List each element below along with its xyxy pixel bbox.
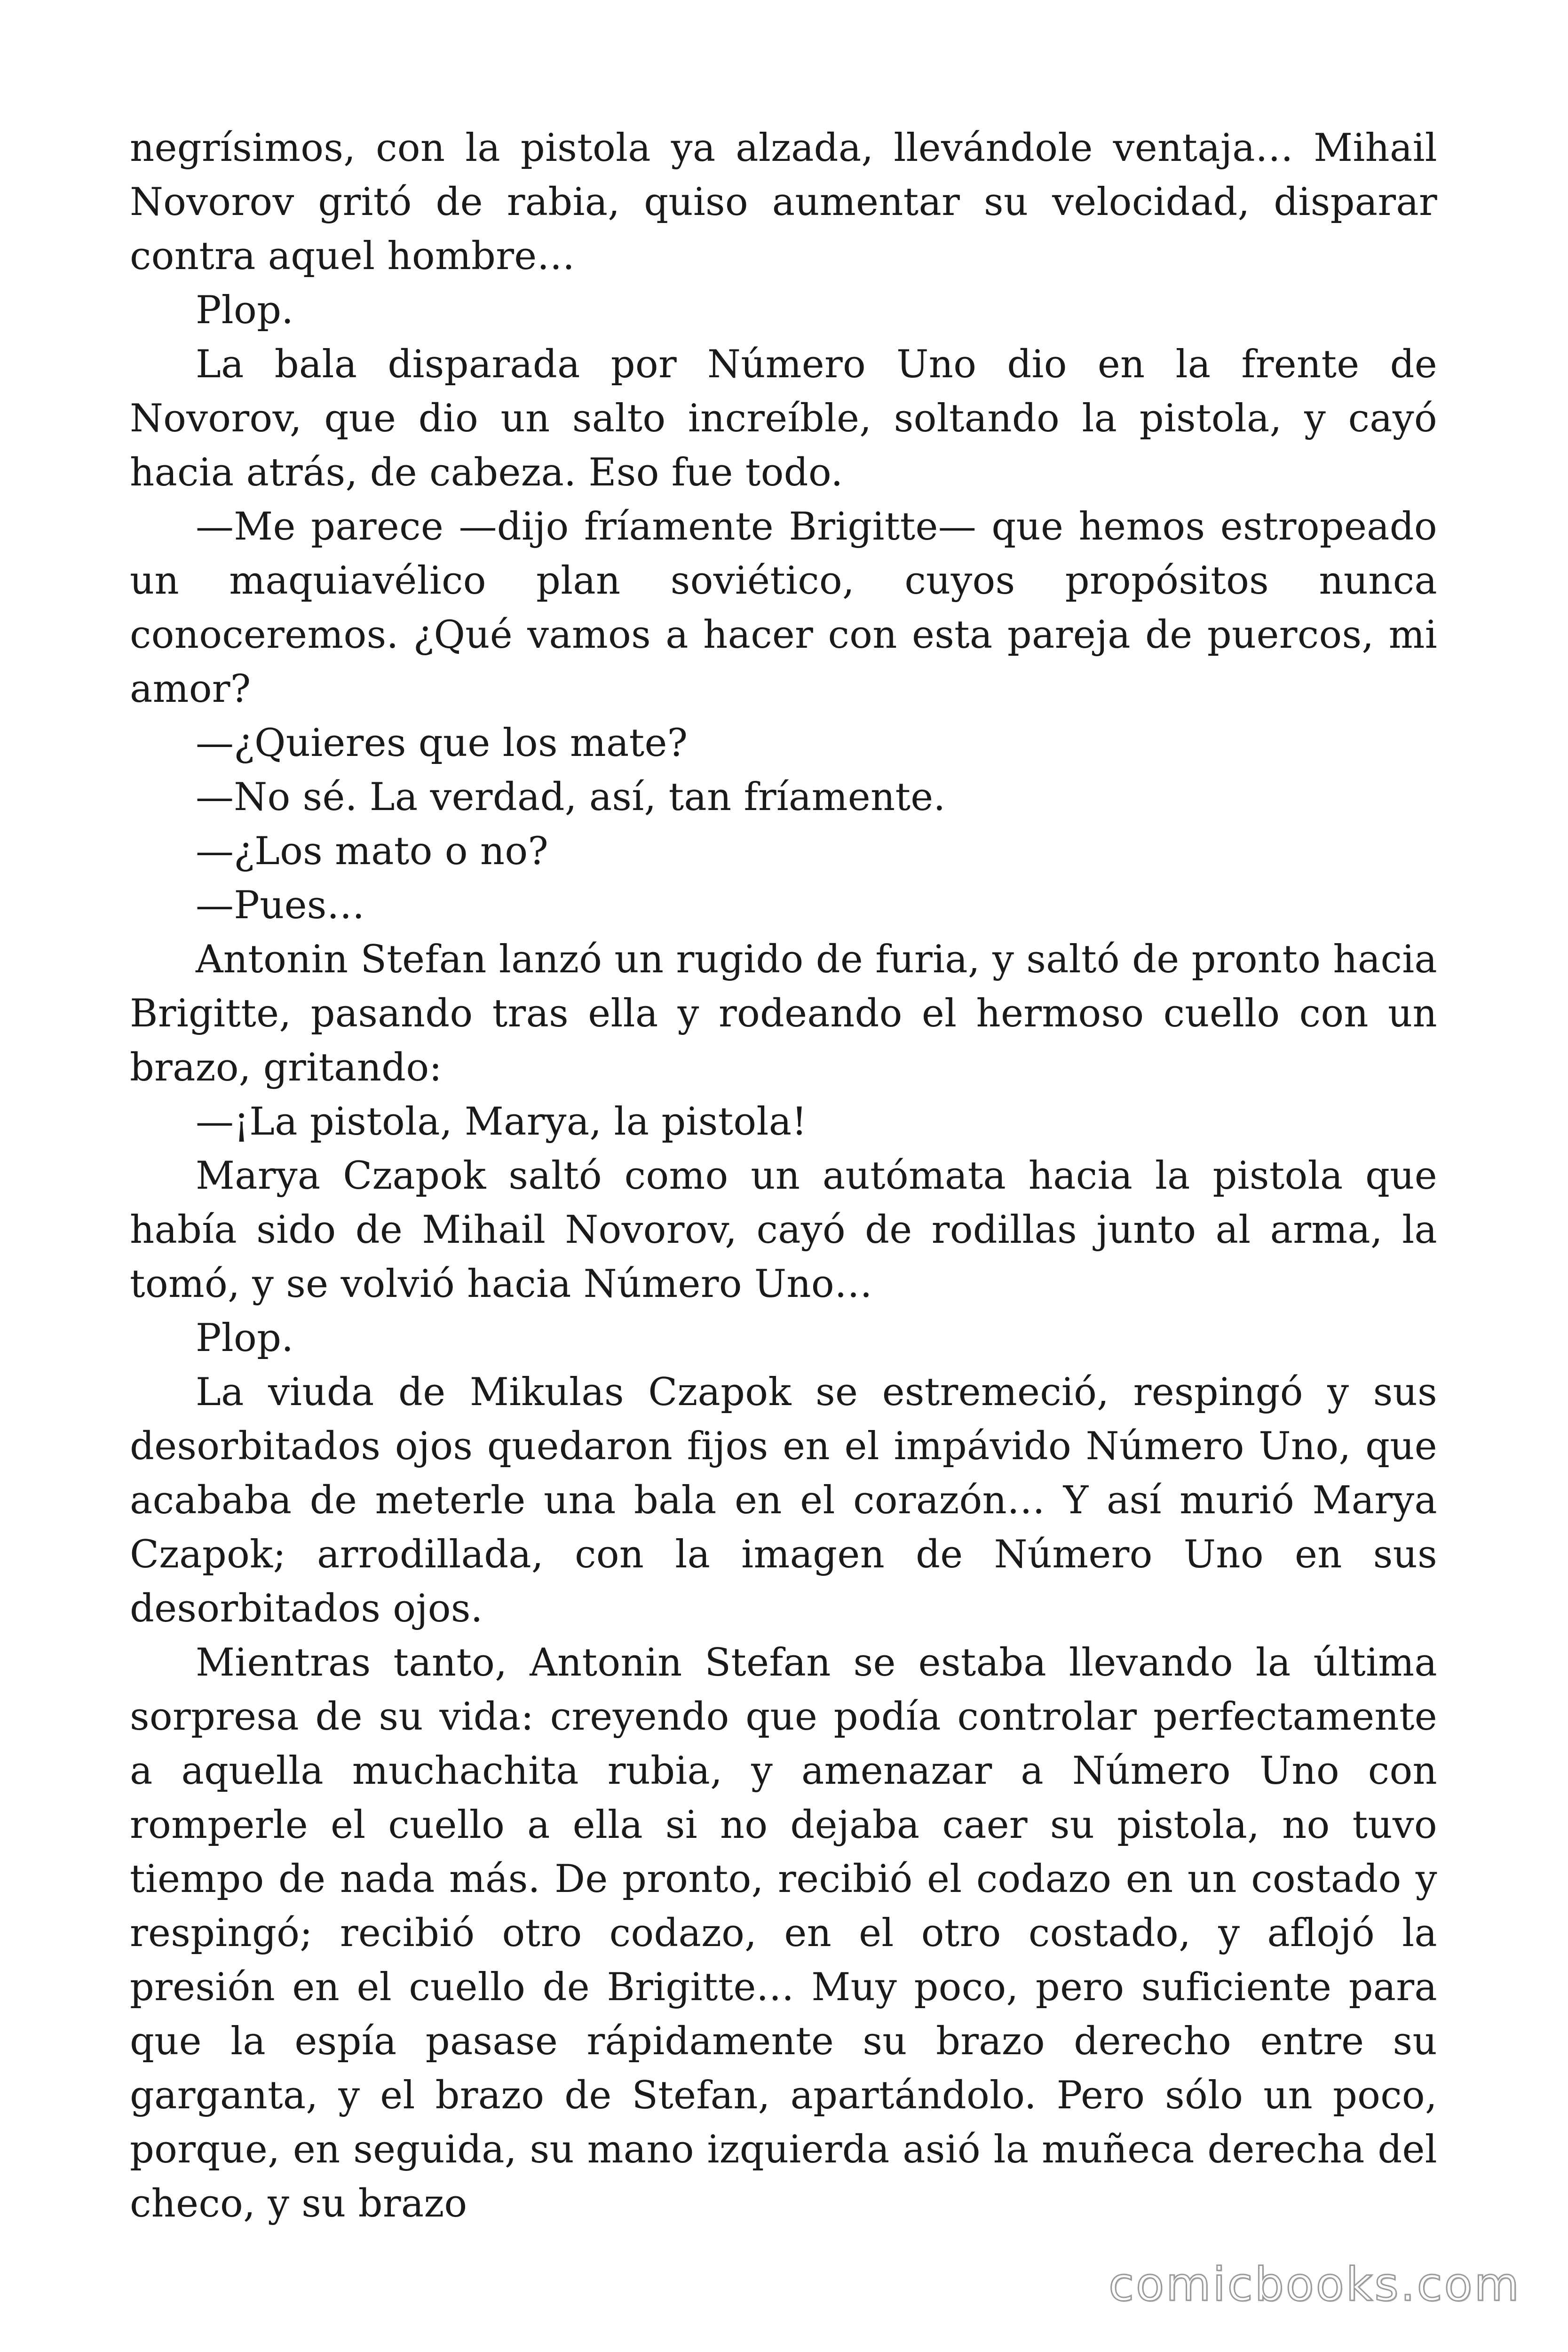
paragraph: Plop. — [196, 1316, 294, 1360]
paragraph: —¡La pistola, Marya, la pistola! — [196, 1100, 808, 1144]
paragraph: Plop. — [196, 288, 294, 333]
watermark: comicbooks.com — [1109, 2258, 1521, 2312]
paragraph: —¿Los mato o no? — [196, 829, 549, 874]
paragraph: Marya Czapok saltó como un autómata hacia la pistola que había sido de Mihail Novorov, cayó de rodillas junto al arma, la tomó, y se volvió hacia Número Uno… — [130, 1154, 1437, 1306]
paragraph: Mientras tanto, Antonin Stefan se estaba llevando la última sorpresa de su vida: creyendo que podía controlar perfectamente a aquella muchachita rubia, y amenazar a Número Uno con romperle el cuello a ella si no dejaba caer su pistola, no tuvo tiempo de nada más. De pronto, recibió el codazo en un costado y respingó; recibió otro codazo, en el otro costado, y aflojó la presión en el cuello de Brigitte… Muy poco, pero suficiente para que la espía pasase rápidamente su brazo derecho entre su garganta, y el brazo de Stefan, apartándolo. Pero sólo un poco, porque, en seguida, su mano izquierda asió la muñeca derecha del checo, y su brazo — [130, 1641, 1437, 2226]
page-body — [130, 121, 1437, 2231]
paragraph: La bala disparada por Número Uno dio en la frente de Novorov, que dio un salto increíble, soltando la pistola, y cayó hacia atrás, de cabeza. Eso fue todo. — [130, 342, 1437, 495]
paragraph: negrísimos, con la pistola ya alzada, llevándole ventaja… Mihail Novorov gritó de rabia, quiso aumentar su velocidad, disparar contra aquel hombre… — [130, 126, 1437, 278]
paragraph: Antonin Stefan lanzó un rugido de furia, y saltó de pronto hacia Brigitte, pasando tras ella y rodeando el hermoso cuello con un brazo, gritando: — [130, 938, 1437, 1090]
paragraph: —No sé. La verdad, así, tan fríamente. — [196, 775, 946, 819]
paragraph: —Pues… — [196, 883, 365, 928]
paragraph: —¿Quieres que los mate? — [196, 721, 688, 765]
paragraph: La viuda de Mikulas Czapok se estremeció, respingó y sus desorbitados ojos quedaron fijos en el impávido Número Uno, que acababa de meterle una bala en el corazón… Y así murió Marya Czapok; arrodillada, con la imagen de Número Uno en sus desorbitados ojos. — [130, 1370, 1437, 1631]
paragraph: —Me parece —dijo fríamente Brigitte— que hemos estropeado un maquiavélico plan soviético, cuyos propósitos nunca conoceremos. ¿Qué vamos a hacer con esta pareja de puercos, mi amor? — [130, 505, 1437, 711]
